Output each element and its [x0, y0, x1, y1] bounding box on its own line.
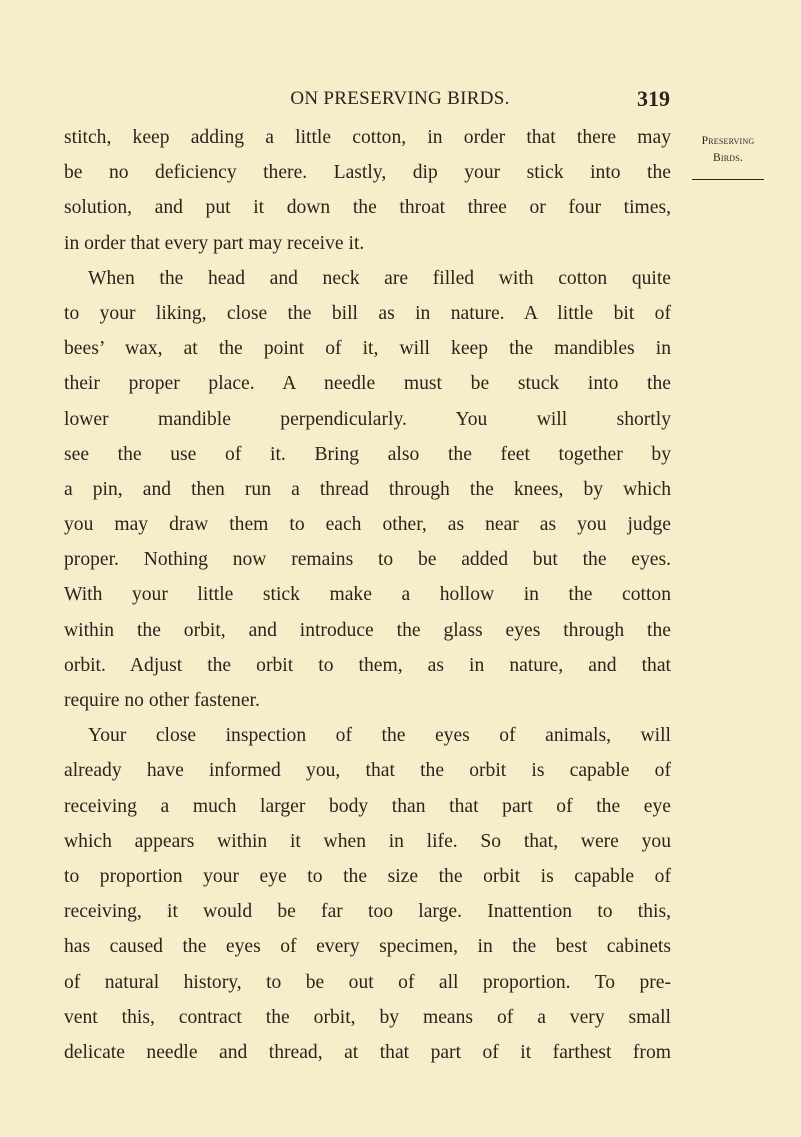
text-line: proper. Nothing now remains to be added but the eyes. [64, 549, 671, 571]
text-line: in order that every part may receive it. [64, 232, 365, 254]
text-line: vent this, contract the orbit, by means of a very small [64, 1006, 671, 1028]
text-line: you may draw them to each other, as near as you judge [64, 514, 671, 536]
text-line: receiving, it would be far too large. Inattention to this, [64, 901, 671, 923]
text-line: stitch, keep adding a little cotton, in order that there may [64, 127, 671, 148]
text-line: With your little stick make a hollow in the cotton [64, 584, 671, 606]
text-line: within the orbit, and introduce the glass eyes through the [64, 619, 671, 641]
text-line: Your close inspection of the eyes of animals, will [88, 725, 671, 747]
text-line: orbit. Adjust the orbit to them, as in nature, and that [64, 654, 671, 676]
text-line: a pin, and then run a thread through the knees, by which [64, 478, 671, 500]
text-line: has caused the eyes of every specimen, in the best cabinets [64, 936, 671, 958]
text-line: require no other fastener. [64, 690, 260, 711]
margin-note-line-2: Birds. [713, 152, 743, 164]
running-head: ON PRESERVING BIRDS. [290, 88, 510, 109]
text-line: When the head and neck are filled with cotton quite [88, 267, 671, 289]
margin-note-rule [692, 179, 764, 180]
text-line: of natural history, to be out of all proportion. To pre- [64, 971, 671, 993]
text-line: bees’ wax, at the point of it, will keep the mandibles in [64, 338, 671, 360]
text-line: delicate needle and thread, at that part of it farthest from [64, 1041, 671, 1063]
text-line: their proper place. A needle must be stuck into the [64, 373, 671, 395]
page-number: 319 [637, 86, 670, 111]
margin-note-line-1: Preserving [701, 135, 755, 147]
text-line: which appears within it when in life. So that, were you [64, 830, 671, 852]
text-line: see the use of it. Bring also the feet together by [64, 443, 671, 465]
text-line: solution, and put it down the throat three or four times, [64, 197, 671, 219]
text-line: lower mandible perpendicularly. You will shortly [64, 408, 671, 430]
text-line: be no deficiency there. Lastly, dip your stick into the [64, 162, 671, 184]
text-line: already have informed you, that the orbit is capable of [64, 760, 671, 782]
text-line: to proportion your eye to the size the orbit is capable of [64, 865, 671, 887]
text-line: receiving a much larger body than that part of the eye [64, 795, 671, 817]
margin-note [682, 133, 774, 167]
text-line: to your liking, close the bill as in nature. A little bit of [64, 302, 671, 324]
body-text [64, 120, 671, 1070]
